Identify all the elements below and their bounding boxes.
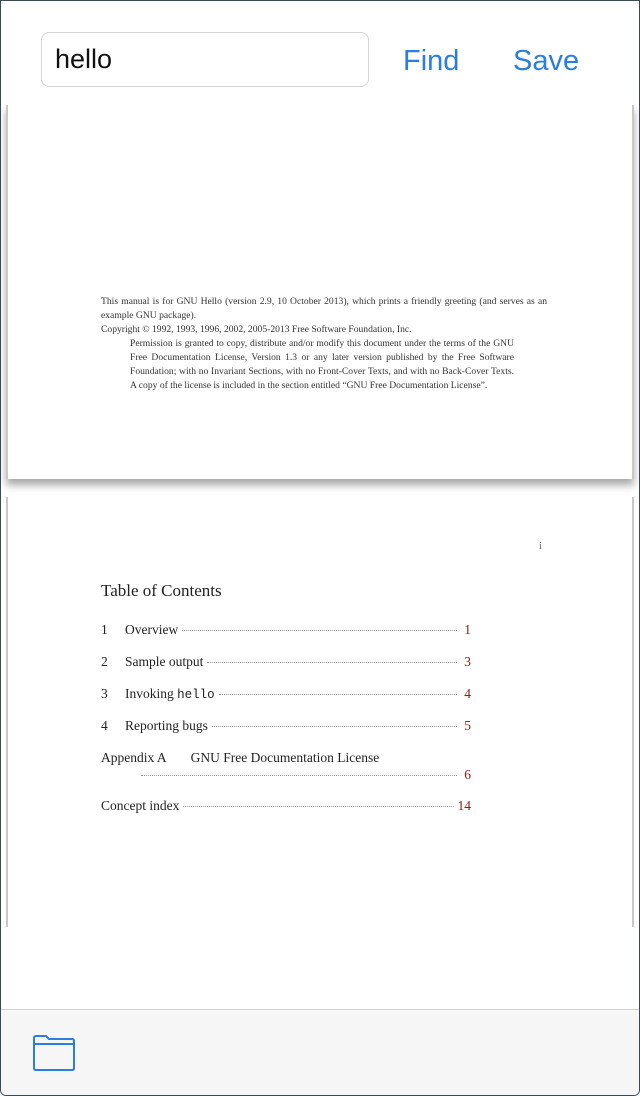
toc-page-link[interactable]: 1 xyxy=(464,622,471,637)
top-toolbar xyxy=(1,1,639,105)
page-number: i xyxy=(539,541,542,552)
toc-label: Overview xyxy=(125,622,179,637)
manual-intro: This manual is for GNU Hello (version 2.9, 10 October 2013), which prints a friendly greeting (and serves as an example GNU package). xyxy=(101,296,547,321)
toc-label-code: hello xyxy=(177,688,215,702)
bottom-toolbar xyxy=(1,1009,639,1096)
toc-entry-sample-output[interactable] xyxy=(101,654,471,686)
open-folder-button[interactable] xyxy=(31,1034,77,1074)
dot-leader xyxy=(212,726,457,727)
pdf-viewer[interactable] xyxy=(1,105,639,1009)
dot-leader xyxy=(219,694,457,695)
copying-notice xyxy=(101,295,547,393)
toc-page-link[interactable]: 3 xyxy=(464,654,471,669)
toc-title: Table of Contents xyxy=(101,581,222,600)
folder-icon xyxy=(32,1034,76,1072)
find-button[interactable]: Find xyxy=(403,41,459,81)
permission-notice: Permission is granted to copy, distribute and/or modify this document under the terms of the GNU Free Documentation License, Version 1.3 or any later version published by the Free Software Foundation; with no Invariant Sections, with no Front-Cover Texts, and with no Back-Cover Texts. A copy of the license is included in the section entitled “GNU Free Documentation License”. xyxy=(130,338,514,391)
toc-page-link[interactable]: 5 xyxy=(464,718,471,733)
toc-label-text: Invoking xyxy=(125,686,178,701)
toc-label xyxy=(125,686,215,702)
dot-leader xyxy=(182,630,457,631)
save-button[interactable]: Save xyxy=(513,41,579,81)
toc-entry-overview[interactable] xyxy=(101,622,471,654)
dot-leader xyxy=(183,806,453,807)
toc-entry-appendix-a[interactable] xyxy=(101,750,471,798)
toc-page-link[interactable]: 6 xyxy=(464,767,471,782)
dot-leader xyxy=(207,662,457,663)
toc-number: 2 xyxy=(101,654,108,669)
toc-entry-reporting-bugs[interactable] xyxy=(101,718,471,750)
dot-leader xyxy=(141,775,457,776)
toc-number: 3 xyxy=(101,686,108,701)
appendix-label: GNU Free Documentation License xyxy=(190,750,380,765)
copyright-line: Copyright © 1992, 1993, 1996, 2002, 2005-2013 Free Software Foundation, Inc. xyxy=(101,324,412,335)
document-page-1 xyxy=(6,105,634,479)
toc-page-link[interactable]: 14 xyxy=(457,798,471,813)
document-page-2 xyxy=(6,497,634,927)
appendix-prefix: Appendix A xyxy=(101,750,167,765)
toc-label: Concept index xyxy=(101,798,180,813)
toc-page-link[interactable]: 4 xyxy=(464,686,471,701)
toc-entry-concept-index[interactable] xyxy=(101,798,471,830)
toc-label: Reporting bugs xyxy=(125,718,208,733)
toc-number: 1 xyxy=(101,622,108,637)
toc-number: 4 xyxy=(101,718,108,733)
search-input[interactable] xyxy=(41,32,369,87)
table-of-contents xyxy=(101,622,471,830)
toc-label: Sample output xyxy=(125,654,204,669)
toc-entry-invoking-hello[interactable] xyxy=(101,686,471,718)
